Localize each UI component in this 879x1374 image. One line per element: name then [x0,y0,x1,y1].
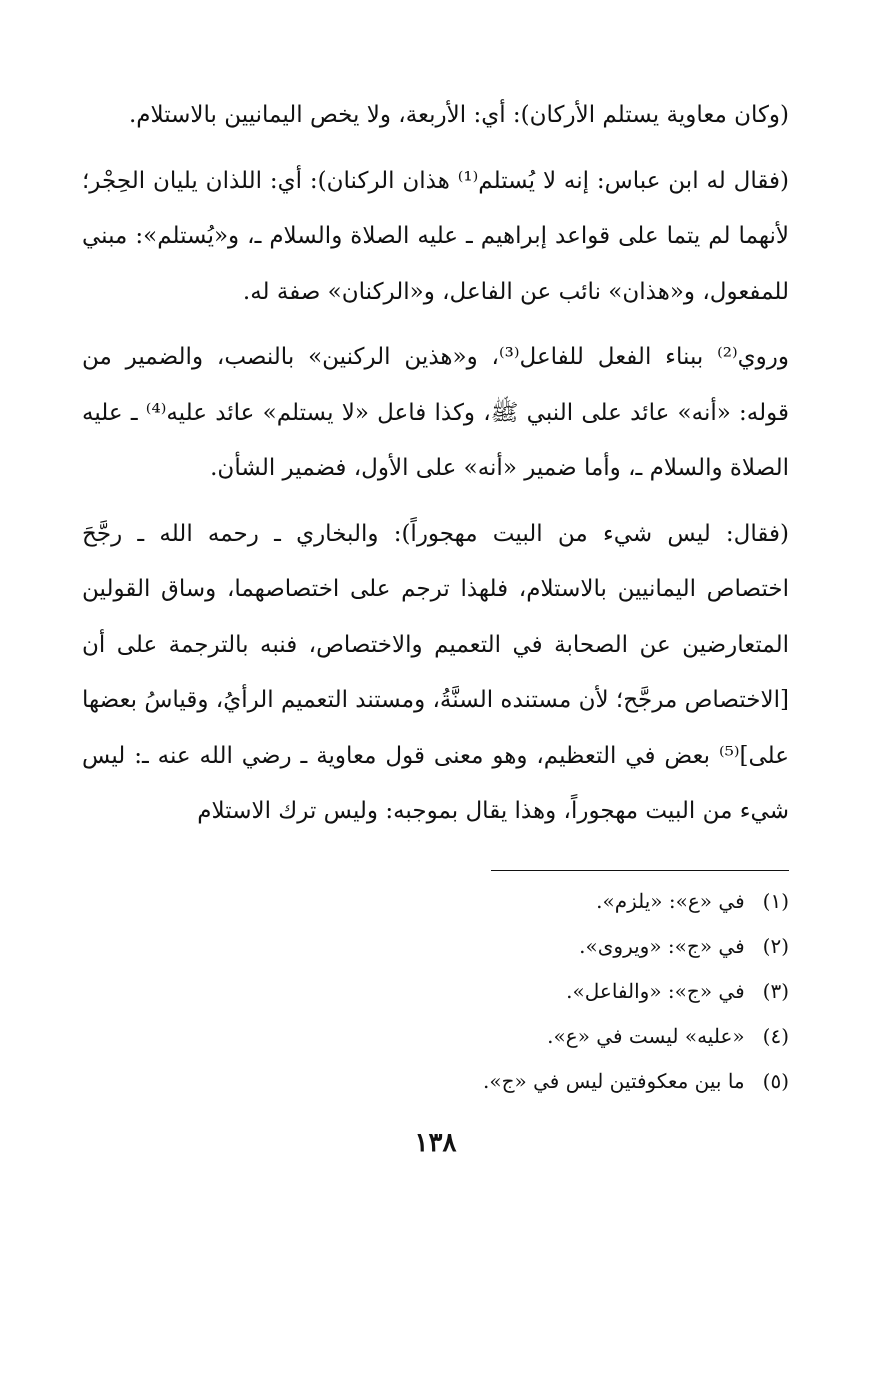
paragraph-2: (فقال له ابن عباس: إنه لا يُستلم⁽¹⁾ هذان الركنان): أي: اللذان يليان الحِجْر؛ لأنهما لم يتما على قواعد إبراهيم ـ عليه الصلاة والسلام ـ، و«يُستلم»: مبني للمفعول، و«هذان» نائب عن الفاعل، و«الركنان» صفة له. [82,167,789,305]
footnote-divider [491,870,789,871]
footnote-text: في «ع»: «يلزم». [596,888,745,913]
footnotes [82,879,789,1104]
footnote-number: (٤) [762,1023,789,1048]
paragraph-3: وروي⁽²⁾ ببناء الفعل للفاعل⁽³⁾، و«هذين الركنين» بالنصب، والضمير من قوله: «أنه» عائد على النبي ﷺ، وكذا فاعل «لا يستلم» عائد عليه⁽⁴⁾ ـ عليه الصلاة والسلام ـ، وأما ضمير «أنه» على الأول، فضمير الشأن. [82,344,790,481]
paragraph-1: (وكان معاوية يستلم الأركان): أي: الأربعة، ولا يخص اليمانيين بالاستلام. [128,102,789,128]
paragraph-4: (فقال: ليس شيء من البيت مهجوراً): والبخاري ـ رحمه الله ـ رجَّحَ اختصاص اليمانيين بالاستلام، فلهذا ترجم على اختصاصهما، وساق القولين المتعارضين عن الصحابة في التعميم والاختصاص، فنبه بالترجمة على أن [الاختصاص مرجَّح؛ لأن مستنده السنَّةُ، ومستند التعميم الرأيُ، وقياسُ بعضها على]⁽⁵⁾ بعض في التعظيم، وهو معنى قول معاوية ـ رضي الله عنه ـ: ليس شيء من البيت مهجوراً، وهذا يقال بموجبه: وليس ترك الاستلام [81,520,789,824]
footnote-2 [82,924,789,969]
footnote-number: (٢) [762,933,789,958]
footnote-text: ما بين معكوفتين ليس في «ج». [483,1068,745,1093]
page-number: ١٣٨ [414,1127,457,1158]
footnote-text: «عليه» ليست في «ع». [547,1023,745,1048]
footnote-text: في «ج»: «ويروى». [579,933,745,958]
footnote-number: (٥) [762,1068,789,1093]
footnote-number: (١) [762,888,789,913]
footnote-1 [82,879,789,924]
footnote-3 [82,969,789,1014]
footnote-5 [82,1059,789,1104]
footnote-number: (٣) [762,978,789,1003]
main-text [82,88,789,840]
footnote-4 [82,1014,789,1059]
footnote-text: في «ج»: «والفاعل». [566,978,745,1003]
